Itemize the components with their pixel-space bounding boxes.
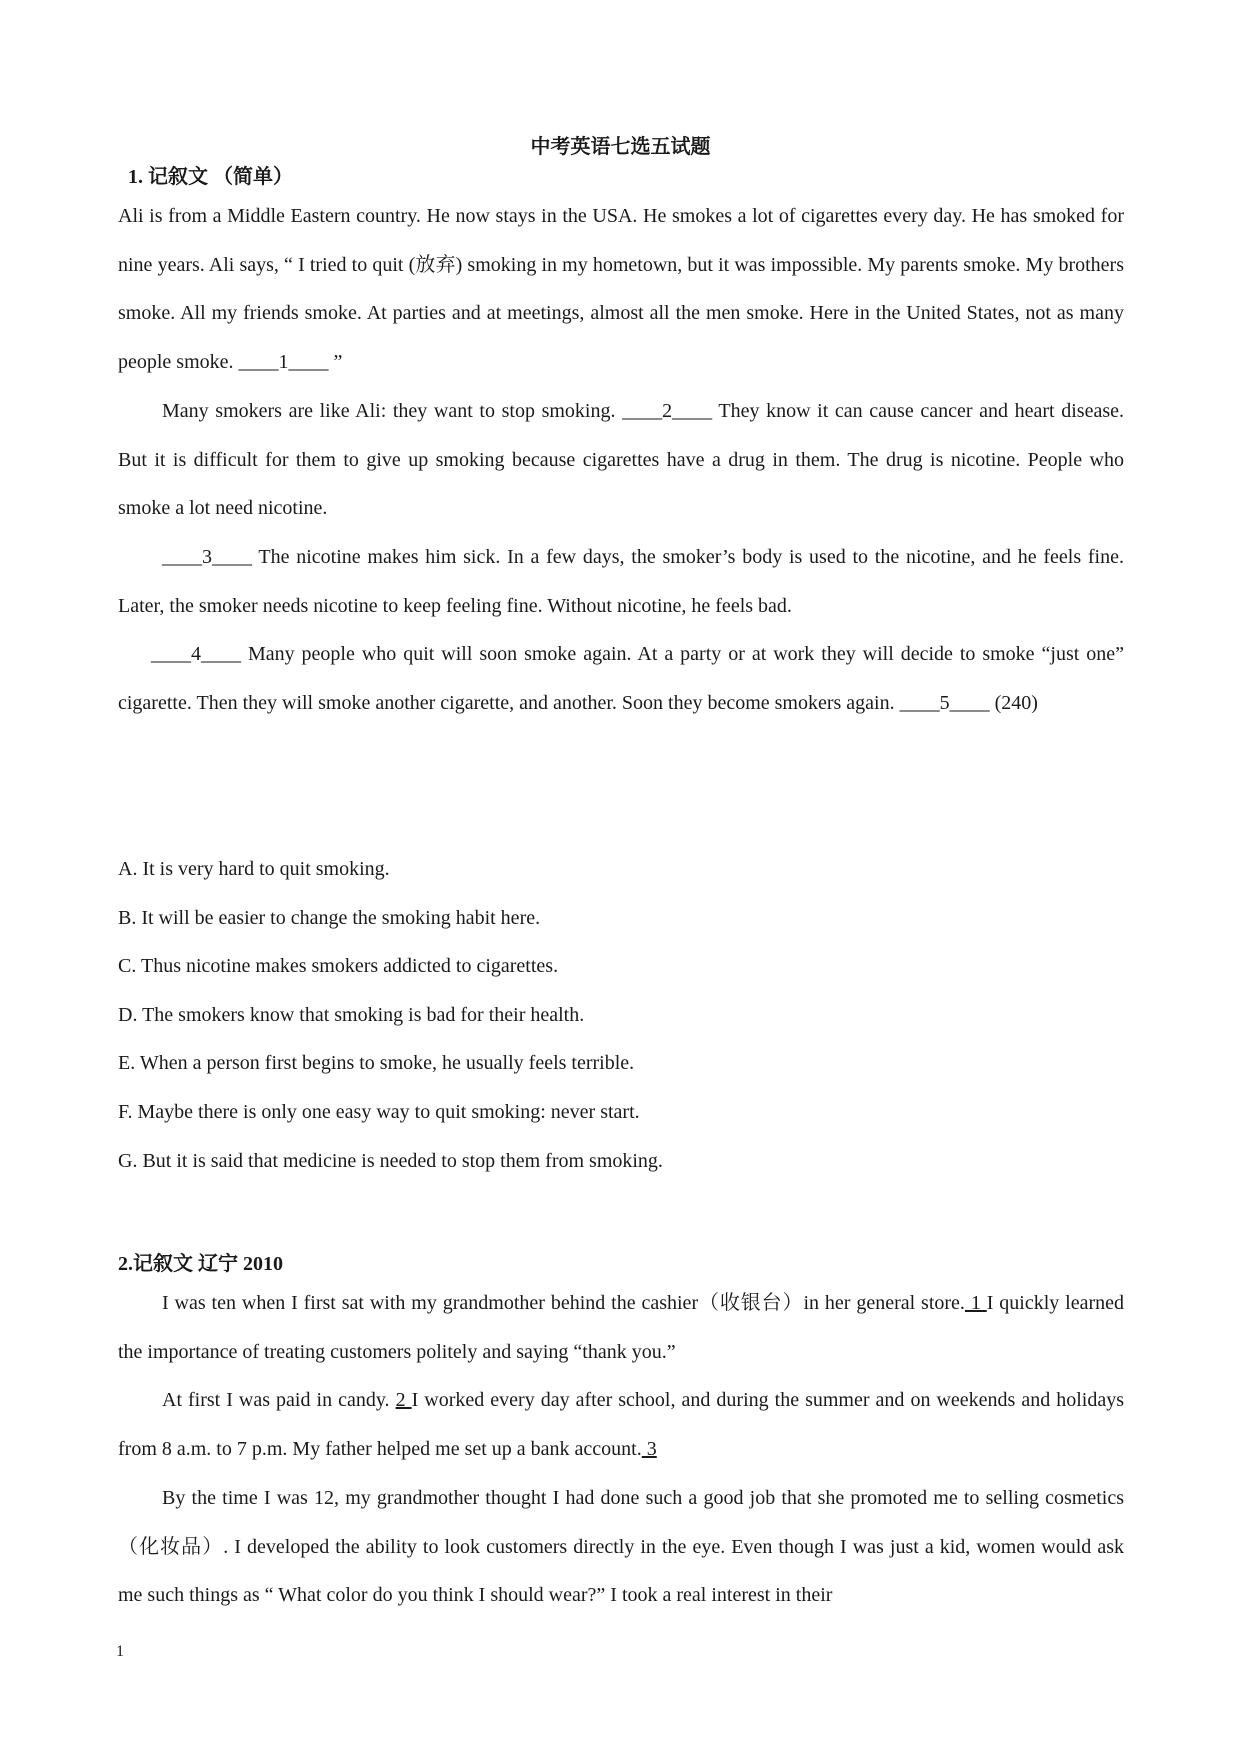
section-2-paragraph-1-text: I was ten when I first sat with my grandmother behind the cashier（收银台）in her general store. — [162, 1292, 965, 1314]
section-1-heading: 1. 记叙文 （简单） — [128, 166, 293, 188]
section-1-passage — [118, 192, 1124, 728]
blank-1: 1 — [964, 1292, 987, 1314]
option-e: E. When a person first begins to smoke, he usually feels terrible. — [118, 1052, 635, 1074]
option-f: F. Maybe there is only one easy way to quit smoking: never start. — [118, 1101, 640, 1123]
option-a: A. It is very hard to quit smoking. — [118, 858, 390, 880]
section-2-paragraph-2 — [118, 1376, 1124, 1473]
option-c: C. Thus nicotine makes smokers addicted to cigarettes. — [118, 955, 559, 977]
document-title: 中考英语七选五试题 — [530, 136, 711, 158]
section-2-paragraph-2-text: At first I was paid in candy. — [162, 1389, 396, 1412]
page-number: 1 — [116, 1643, 124, 1660]
option-g: G. But it is said that medicine is needed to stop them from smoking. — [118, 1150, 663, 1172]
section-2-passage — [118, 1279, 1124, 1620]
section-1-paragraph-4: ____4____ Many people who quit will soon smoke again. At a party or at work they will decide to smoke “just one” cigarette. Then they will smoke another cigarette, and another. Soon they become smokers again. ____5____ (240) — [118, 643, 1124, 715]
section-1-paragraph-3: ____3____ The nicotine makes him sick. In a few days, the smoker’s body is used to the nicotine, and he feels fine. Later, the smoker needs nicotine to keep feeling fine. Without nicotine, he feels bad. — [118, 545, 1124, 617]
option-b: B. It will be easier to change the smoking habit here. — [118, 907, 541, 929]
section-2-paragraph-2-mid: I worked every day after school, and during the summer and on weekends and holidays from 8 a.m. to 7 p.m. My father helped me set up a bank account. — [118, 1389, 1125, 1461]
section-2-paragraph-1 — [118, 1279, 1124, 1376]
section-2-paragraph-1-tail: I quickly learned the importance of treating customers politely and saying “thank you.” — [118, 1292, 1124, 1363]
blank-2: 2 — [395, 1389, 412, 1412]
section-1-paragraph-1: Ali is from a Middle Eastern country. He now stays in the USA. He smokes a lot of cigarettes every day. He has smoked for nine years. Ali says, “ I tried to quit (放弃) smoking in my hometown, but it was impossible. My parents smoke. My brothers smoke. All my friends smoke. At parties and at meetings, almost all the men smoke. Here in the United States, not as many people smoke. ____1____ ” — [118, 205, 1124, 374]
option-d: D. The smokers know that smoking is bad for their health. — [118, 1004, 585, 1026]
section-1-paragraph-2: Many smokers are like Ali: they want to stop smoking. ____2____ They know it can cause cancer and heart disease. But it is difficult for them to give up smoking because cigarettes have a drug in them. The drug is nicotine. People who smoke a lot need nicotine. — [118, 399, 1124, 520]
section-2-paragraph-3: By the time I was 12, my grandmother thought I had done such a good job that she promoted me to selling cosmetics（化妆品）. I developed the ability to look customers directly in the eye. Even though I was just a kid, women would ask me such things as “ What color do you think I should wear?” I took a real interest in their — [118, 1486, 1124, 1607]
section-2-heading: 2.记叙文 辽宁 2010 — [118, 1253, 283, 1275]
blank-3: 3 — [641, 1438, 657, 1461]
